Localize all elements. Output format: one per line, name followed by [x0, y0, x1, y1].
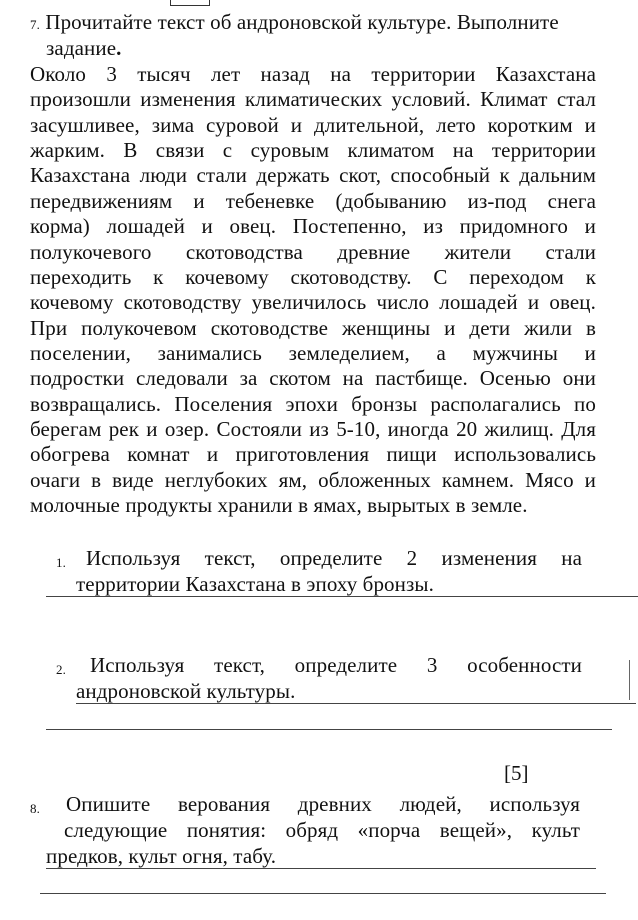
- task8-line1: Опишите верования древних людей, используя: [66, 792, 580, 816]
- question1-number-wrap: [56, 548, 66, 575]
- task7-heading-text: Прочитайте текст об андроновской культуре. Выполните: [45, 10, 559, 34]
- passage-line: Около 3 тысяч лет назад на территории Казахстана: [30, 62, 596, 86]
- passage-line: обогрева комнат и приготовления пищи использовались: [30, 442, 596, 467]
- passage-line: засушливее, зима суровой и длительной, лето коротким и: [30, 112, 596, 137]
- question1-number: 1.: [56, 555, 66, 570]
- passage-line: корма) лошадей и овец. Постепенно, из придомного и: [30, 214, 596, 239]
- task7-heading-line2: [46, 36, 121, 60]
- passage-line: молочные продукты хранили в ямах, вырытых в земле.: [30, 493, 528, 517]
- passage-line: подростки следовали за скотом на пастбище. Осенью они: [30, 366, 596, 391]
- question1-answer-line[interactable]: [46, 596, 638, 597]
- question2-number: 2.: [56, 662, 66, 677]
- passage-line: жарким. В связи с суровым климатом на территории: [30, 138, 596, 163]
- task8-number: 8.: [30, 801, 40, 816]
- passage-line: поселении, занимались земледелием, а мужчины и: [30, 340, 596, 365]
- marks-label: [5]: [504, 761, 529, 785]
- passage-line: При полукочевом скотоводстве женщины и дети жили в: [30, 315, 596, 340]
- question2-answer-line-1[interactable]: [76, 703, 636, 704]
- task7-number: 7.: [30, 17, 40, 32]
- passage-line: передвижениям и тебеневке (добыванию из-под снега: [30, 188, 596, 213]
- passage-line: кочевому скотоводству увеличилось число лошадей и овец.: [30, 290, 596, 315]
- cropped-mark-bracket: [170, 0, 210, 6]
- passage-line: берегам рек и озер. Состояли из 5-10, иногда 20 жилищ. Для: [30, 416, 596, 441]
- passage-line: возвращались. Поселения эпохи бронзы располагались по: [30, 391, 596, 416]
- passage-line: переходить к кочевому скотоводству. С переходом к: [30, 264, 596, 289]
- question2-number-wrap: [56, 655, 66, 682]
- question2-answer-line-2[interactable]: [46, 729, 612, 730]
- question2-line1: Используя текст, определите 3 особенности: [90, 653, 582, 677]
- task7-heading-word: задание: [46, 36, 117, 60]
- task8-line2: следующие понятия: обряд «порча вещей», культ: [64, 818, 580, 842]
- question1-line2: территории Казахстана в эпоху бронзы.: [76, 572, 434, 596]
- passage-line: полукочевого скотоводства древние жители стали: [30, 239, 596, 264]
- task8-answer-line-2[interactable]: [40, 893, 606, 894]
- task8-answer-line-1[interactable]: [46, 868, 596, 869]
- question2-line2: андроновской культуры.: [76, 679, 296, 703]
- passage-line: произошли изменения климатических условий. Климат стал: [30, 87, 596, 112]
- task7-heading-dot: .: [116, 36, 122, 60]
- task8-number-wrap: [30, 794, 40, 821]
- passage-line: очаги в виде неглубоких ям, обложенных камнем. Мясо и: [30, 467, 596, 492]
- question1-line1: Используя текст, определите 2 изменения на: [86, 546, 582, 570]
- question2-margin-line: [629, 660, 630, 700]
- passage-line: Казахстана люди стали держать скот, способный к дальним: [30, 163, 596, 188]
- task8-line3: предков, культ огня, табу.: [46, 844, 277, 868]
- task7-heading-line1: [30, 10, 559, 37]
